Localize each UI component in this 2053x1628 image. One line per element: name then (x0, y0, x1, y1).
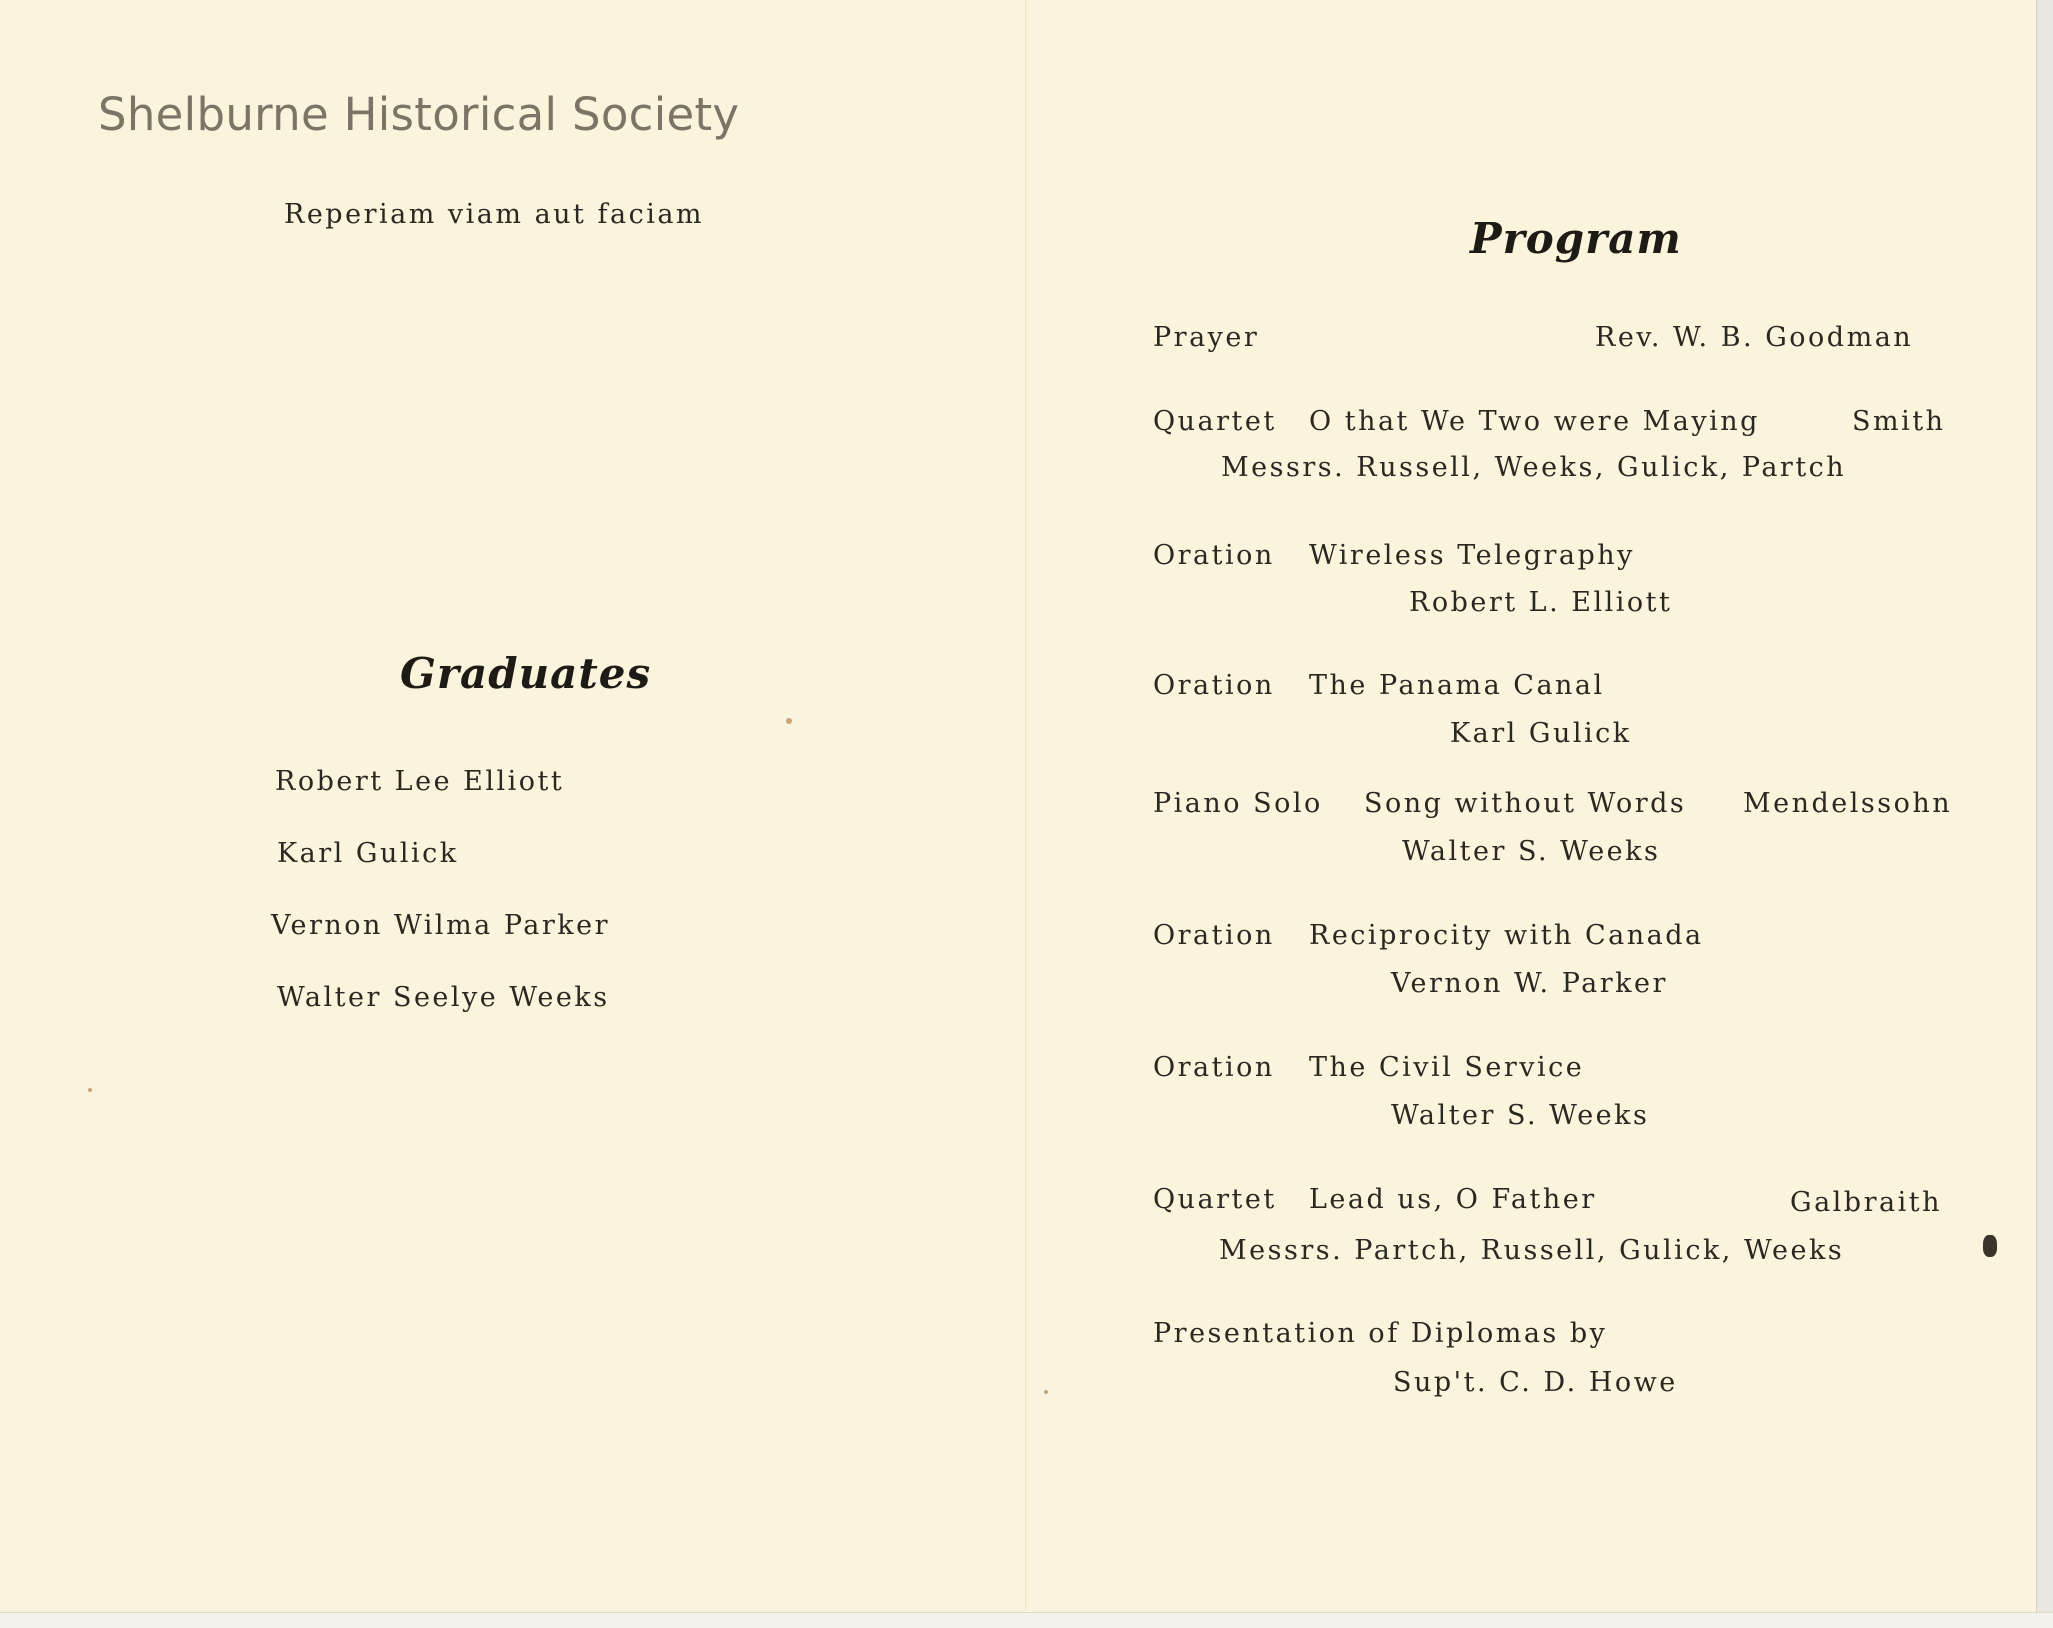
program-item-performer: Messrs. Partch, Russell, Gulick, Weeks (1219, 1235, 1845, 1266)
program-item-type: Presentation of Diplomas by (1153, 1318, 1608, 1349)
program-item-type: Oration (1153, 540, 1275, 571)
program-item-type: Oration (1153, 920, 1275, 951)
program-item-credit: Galbraith (1790, 1187, 1942, 1218)
program-item-type: Oration (1153, 1052, 1275, 1083)
program-item-type: Prayer (1153, 322, 1260, 353)
program-item-credit: Smith (1852, 406, 1946, 437)
watermark-text: Shelburne Historical Society (98, 88, 740, 141)
program-item-performer: Walter S. Weeks (1391, 1100, 1650, 1131)
program-item-performer: Walter S. Weeks (1402, 836, 1661, 867)
program-item-title: Reciprocity with Canada (1309, 920, 1704, 951)
program-item-type: Quartet (1153, 406, 1277, 437)
paper-speck (88, 1088, 92, 1092)
program-item-performer: Sup't. C. D. Howe (1393, 1367, 1678, 1398)
program-item-type: Quartet (1153, 1184, 1277, 1215)
program-item-title: The Civil Service (1309, 1052, 1585, 1083)
program-item-type: Piano Solo (1153, 788, 1323, 819)
right-paper-edge (2036, 0, 2053, 1628)
insect-mark (1983, 1235, 1997, 1257)
graduates-heading: Graduates (400, 649, 652, 698)
program-item-credit: Rev. W. B. Goodman (1595, 322, 1914, 353)
graduate-name: Robert Lee Elliott (275, 766, 565, 797)
program-item-credit: Mendelssohn (1743, 788, 1953, 819)
motto: Reperiam viam aut faciam (284, 199, 705, 230)
program-item-title: O that We Two were Maying (1309, 406, 1760, 437)
program-item-title: The Panama Canal (1309, 670, 1605, 701)
center-fold (1025, 0, 1027, 1610)
program-item-performer: Robert L. Elliott (1409, 587, 1673, 618)
bottom-paper-edge (0, 1612, 2053, 1628)
graduate-name: Karl Gulick (277, 838, 459, 869)
program-item-type: Oration (1153, 670, 1275, 701)
program-item-performer: Vernon W. Parker (1391, 968, 1668, 999)
program-item-title: Song without Words (1364, 788, 1687, 819)
paper-speck (1044, 1390, 1048, 1394)
program-heading: Program (1470, 214, 1682, 263)
graduate-name: Walter Seelye Weeks (277, 982, 610, 1013)
program-item-performer: Messrs. Russell, Weeks, Gulick, Partch (1221, 452, 1847, 483)
program-item-performer: Karl Gulick (1450, 718, 1632, 749)
program-item-title: Wireless Telegraphy (1309, 540, 1635, 571)
graduate-name: Vernon Wilma Parker (271, 910, 611, 941)
paper-speck (786, 718, 792, 724)
program-item-title: Lead us, O Father (1309, 1184, 1597, 1215)
